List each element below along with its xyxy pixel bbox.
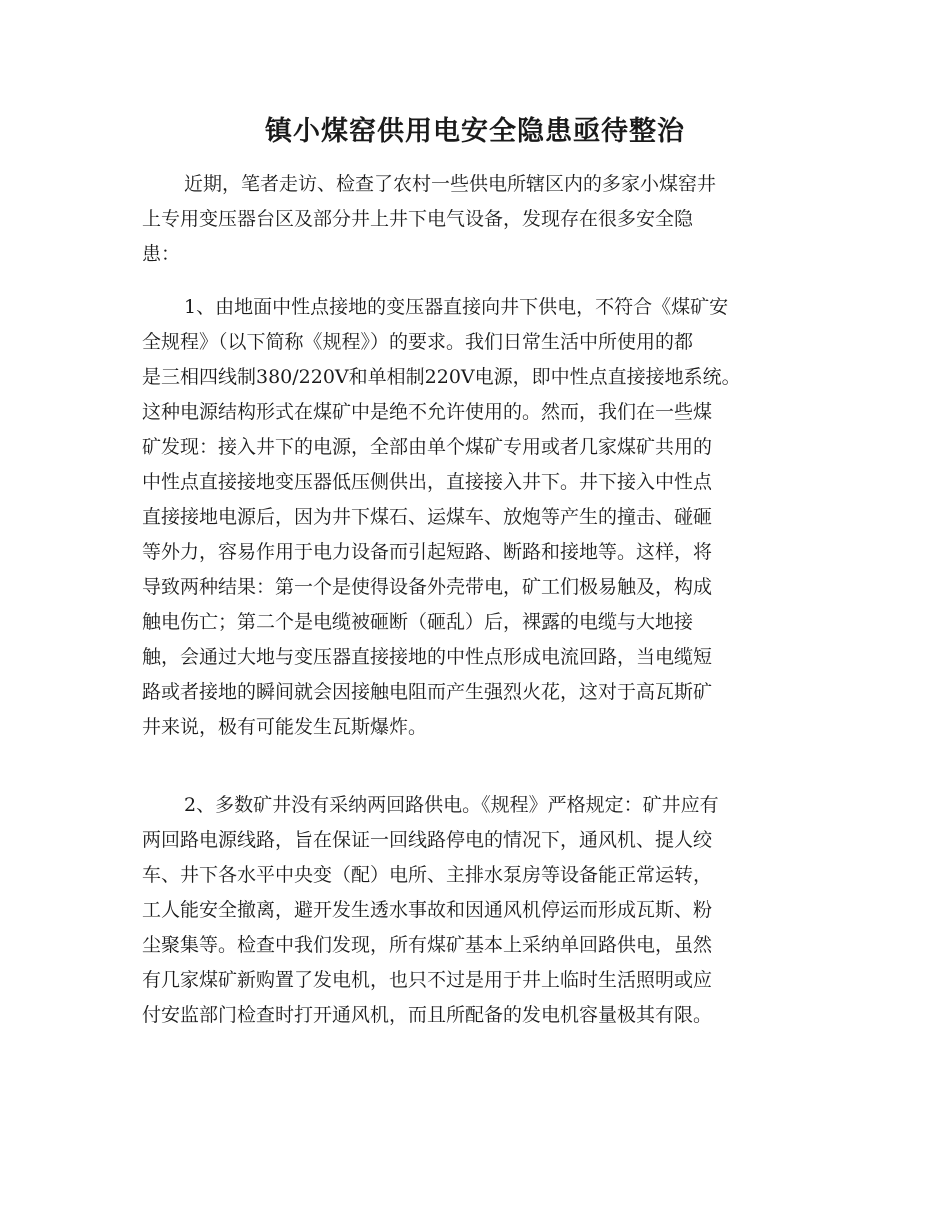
text-line: 触电伤亡；第二个是电缆被砸断（砸乱）后，裸露的电缆与大地接 <box>142 611 694 633</box>
text-line: 两回路电源线路，旨在保证一回线路停电的情况下，通风机、提人绞 <box>142 829 713 851</box>
text-line: 付安监部门检查时打开通风机，而且所配备的发电机容量极其有限。 <box>142 1004 713 1026</box>
text-line: 工人能安全撤离，避开发生透水事故和因通风机停运而形成瓦斯、粉 <box>142 899 713 921</box>
text-line: 路或者接地的瞬间就会因接触电阻而产生强烈火花，这对于高瓦斯矿 <box>142 681 713 703</box>
text-line: 这种电源结构形式在煤矿中是绝不允许使用的。然而，我们在一些煤 <box>142 401 713 423</box>
text-line: 导致两种结果：第一个是使得设备外壳带电，矿工们极易触及，构成 <box>142 576 713 598</box>
text-line: 近期，笔者走访、检查了农村一些供电所辖区内的多家小煤窑井 <box>184 173 717 195</box>
text-line: 井来说，极有可能发生瓦斯爆炸。 <box>142 716 428 738</box>
text-line: 2、多数矿井没有采纳两回路供电。《规程》严格规定：矿井应有 <box>184 794 719 816</box>
text-line: 尘聚集等。检查中我们发现，所有煤矿基本上采纳单回路供电，虽然 <box>142 934 713 956</box>
paragraph-intro <box>142 167 810 272</box>
text-line: 有几家煤矿新购置了发电机，也只不过是用于井上临时生活照明或应 <box>142 969 713 991</box>
text-line: 直接接地电源后，因为井下煤石、运煤车、放炮等产生的撞击、碰砸 <box>142 506 713 528</box>
document-title: 镇小煤窑供用电安全隐患亟待整治 <box>265 116 685 147</box>
text-line: 1、由地面中性点接地的变压器直接向井下供电，不符合《煤矿安 <box>184 296 729 318</box>
paragraph-item-2 <box>142 788 810 1033</box>
text-line: 车、井下各水平中央变（配）电所、主排水泵房等设备能正常运转， <box>142 864 713 886</box>
text-line: 等外力，容易作用于电力设备而引起短路、断路和接地等。这样，将 <box>142 541 713 563</box>
text-line: 是三相四线制380/220V和单相制220V电源，即中性点直接接地系统。 <box>142 366 741 388</box>
text-line: 患： <box>142 243 181 265</box>
text-line: 中性点直接接地变压器低压侧供出，直接接入井下。井下接入中性点 <box>142 471 713 493</box>
text-line: 触，会通过大地与变压器直接接地的中性点形成电流回路，当电缆短 <box>142 646 713 668</box>
text-line: 上专用变压器台区及部分井上井下电气设备，发现存在很多安全隐 <box>142 208 694 230</box>
paragraph-item-1 <box>142 290 810 745</box>
text-line: 全规程》（以下简称《规程》）的要求。我们日常生活中所使用的都 <box>142 331 694 353</box>
text-line: 矿发现：接入井下的电源，全部由单个煤矿专用或者几家煤矿共用的 <box>142 436 713 458</box>
